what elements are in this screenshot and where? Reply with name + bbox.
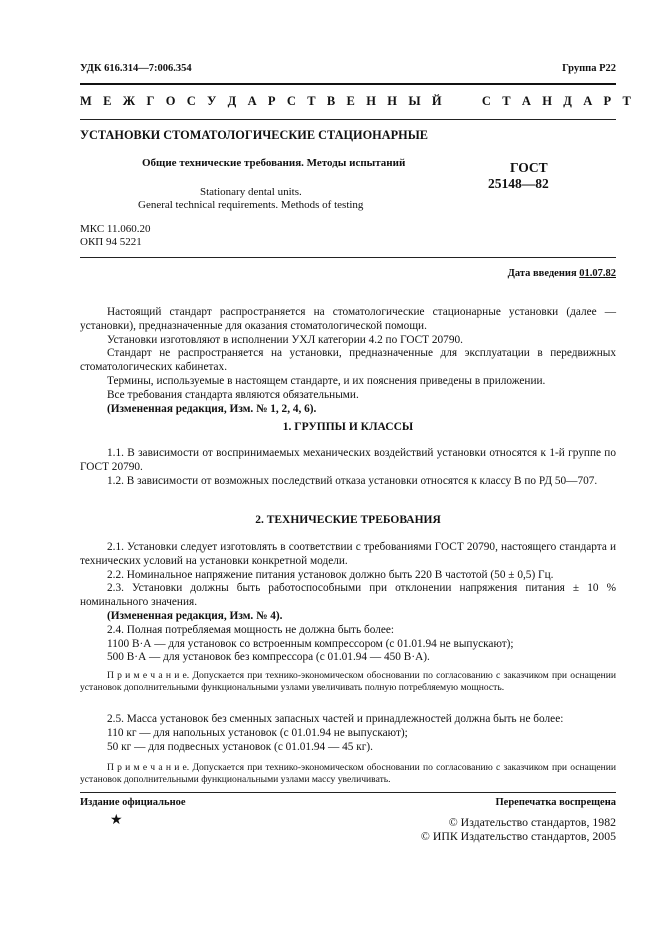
effective-date [508, 268, 616, 279]
clause-1-2: 1.2. В зависимости от возможных последствий отказа установки относятся к классу В по РД 50—707. [107, 474, 598, 487]
section2-body-b [80, 713, 616, 754]
intro-paragraph-3: Стандарт не распространяется на установки, предназначенные для эксплуатации в передвижных стоматологических кабинетах. [80, 347, 616, 374]
gost-label: ГОСТ [510, 160, 548, 175]
official-edition: Издание официальное [80, 797, 186, 808]
clause-1-1: 1.1. В зависимости от воспринимаемых механических воздействий установки относятся к 1-й группе по ГОСТ 20790. [80, 447, 616, 473]
intro-block [80, 306, 616, 416]
note-1-text: Допускается при технико-экономическом обосновании по согласованию с заказчиком при оснащении установок дополнительными функциональными узлами увеличивать полную потребляемую мощность. [80, 670, 616, 694]
intro-paragraph-2: Установки изготовляют в исполнении УХЛ категории 4.2 по ГОСТ 20790. [107, 333, 463, 346]
okp-code: ОКП 94 5221 [80, 236, 142, 248]
clause-2-2: 2.2. Номинальное напряжение питания установок должно быть 220 В частотой (50 ± 0,5) Гц. [107, 568, 554, 581]
section2-heading: 2. ТЕХНИЧЕСКИЕ ТРЕБОВАНИЯ [255, 514, 441, 526]
effective-date-label: Дата введения [507, 268, 577, 279]
intro-paragraph-1: Настоящий стандарт распространяется на стоматологические стационарные установки (далее — установки), предназначенные для оказания стоматологической помощи. [80, 306, 616, 332]
clause-2-3: 2.3. Установки должны быть работоспособными при отклонении напряжения питания ± 10 % номинального значения. [80, 582, 616, 609]
effective-date-value: 01.07.82 [579, 268, 616, 279]
header-rule-bottom [80, 119, 616, 120]
udk-code: УДК 616.314—7:006.354 [80, 63, 192, 74]
clause-2-4-item-a: 1100 В·А — для установок со встроенным компрессором (с 01.01.94 не выпускают); [107, 637, 514, 650]
intro-paragraph-4: Термины, используемые в настоящем стандарте, и их пояснения приведены в приложении. [107, 374, 546, 387]
document-subtitle: Общие технические требования. Методы испытаний [142, 157, 406, 169]
gost-number: 25148—82 [488, 176, 549, 191]
clause-2-5: 2.5. Масса установок без сменных запасных частей и принадлежностей должна быть не более: [107, 713, 564, 725]
note-2-text: Допускается при технико-экономическом обосновании по согласованию с заказчиком при оснащении установок дополнительными функциональными узлами массу увеличивать. [80, 762, 616, 786]
section1-body [80, 447, 616, 488]
section2-body-a [80, 541, 616, 665]
note-1-label: П р и м е ч а н и е. [107, 670, 190, 681]
reprint-prohibited: Перепечатка воспрещена [495, 797, 616, 808]
clause-2-5-item-b: 50 кг — для подвесных установок (с 01.01.94 — 45 кг). [107, 740, 373, 753]
note-2 [80, 762, 616, 786]
english-title-line2: General technical requirements. Methods of testing [138, 199, 364, 211]
group-code: Группа Р22 [562, 63, 616, 74]
note-1 [80, 670, 616, 694]
clause-2-4-item-b: 500 В·А — для установок без компрессора (с 01.01.94 — 450 В·А). [107, 651, 430, 664]
document-title: УСТАНОВКИ СТОМАТОЛОГИЧЕСКИЕ СТАЦИОНАРНЫЕ [80, 128, 428, 142]
standard-banner: М Е Ж Г О С У Д А Р С Т В Е Н Н Ы Й С Т А Н Д А Р Т [80, 94, 635, 108]
clause-2-1: 2.1. Установки следует изготовлять в соответствии с требованиями ГОСТ 20790, настоящего стандарта и технических условий на установки конкретной модели. [80, 541, 616, 567]
copyright-1982: © Издательство стандартов, 1982 [448, 815, 616, 829]
codes-rule [80, 257, 616, 258]
intro-change-note: (Измененная редакция, Изм. № 1, 2, 4, 6). [107, 402, 317, 415]
star-icon: ★ [110, 813, 123, 828]
mks-code: МКС 11.060.20 [80, 223, 151, 235]
note-2-label: П р и м е ч а н и е. [107, 762, 190, 773]
clause-2-3-change: (Измененная редакция, Изм. № 4). [107, 609, 283, 622]
header-rule-top [80, 83, 616, 85]
clause-2-5-item-a: 110 кг — для напольных установок (с 01.01.94 не выпускают); [107, 726, 408, 739]
copyright-2005: © ИПК Издательство стандартов, 2005 [420, 829, 616, 843]
clause-2-4: 2.4. Полная потребляемая мощность не должна быть более: [107, 623, 395, 636]
footer-rule [80, 792, 616, 793]
section1-heading: 1. ГРУППЫ И КЛАССЫ [282, 421, 414, 433]
english-title-line1: Stationary dental units. [200, 186, 302, 198]
intro-paragraph-5: Все требования стандарта являются обязательными. [107, 388, 359, 401]
